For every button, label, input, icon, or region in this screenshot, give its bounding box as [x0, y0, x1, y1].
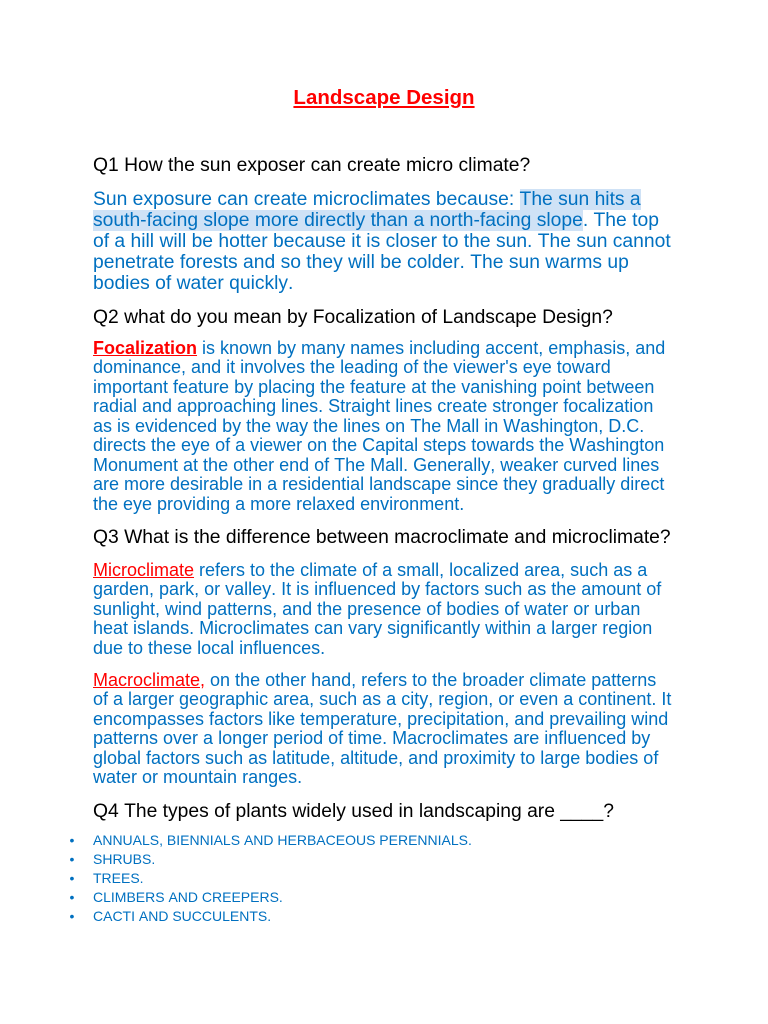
bullet-icon [70, 888, 75, 907]
question-3-heading: Q3 What is the difference between macroclimate and microclimate? [93, 526, 671, 548]
list-item-text: CLIMBERS AND CREEPERS. [93, 889, 283, 905]
macroclimate-term: Macroclimate, [93, 669, 206, 690]
microclimate-paragraph [93, 561, 674, 659]
bullet-icon [70, 869, 75, 888]
question-2-heading: Q2 what do you mean by Focalization of Landscape Design? [93, 306, 613, 328]
macroclimate-text: on the other hand, refers to the broader climate patterns of a larger geographic area, such as a city, region, or even a continent. It encompasses factors like temperature, precipitation, and prevailing wind patterns over a longer period of time. Macroclimates are influenced by global factors such as latitude, altitude, and proximity to large bodies of water or mountain ranges. [93, 669, 672, 787]
list-item-text: ANNUALS, BIENNIALS AND HERBACEOUS PERENNIALS. [93, 832, 472, 848]
bullet-icon [70, 907, 75, 926]
list-item [0, 850, 768, 869]
microclimate-text: refers to the climate of a small, localized area, such as a garden, park, or valley. It is influenced by factors such as the amount of sunlight, wind patterns, and the presence of bodies of water or urban heat islands. Microclimates can vary significantly within a larger region due to these local influences. [93, 559, 662, 658]
answer-2-text: is known by many names including accent, emphasis, and dominance, and it involves the leading of the viewer's eye toward important feature by placing the feature at the vanishing point between radial and approaching lines. Straight lines create stronger focalization as is evidenced by the way the lines on The Mall in Washington, D.C. directs the eye of a viewer on the Capital steps towards the Washington Monument at the other end of The Mall. Generally, weaker curved lines are more desirable in a residential landscape since they gradually direct the eye providing a more relaxed environment. [93, 337, 666, 514]
list-item-text: CACTI AND SUCCULENTS. [93, 908, 272, 924]
list-item [0, 831, 768, 850]
list-item-text: SHRUBS. [93, 851, 156, 867]
answer-1-highlighted-text: The sun hits a south-facing slope more directly than a north-facing slope [93, 189, 641, 231]
question-1-heading: Q1 How the sun exposer can create micro climate? [93, 154, 531, 176]
question-4-heading: Q4 The types of plants widely used in landscaping are ____? [93, 800, 614, 822]
document-title: Landscape Design [293, 86, 475, 109]
bullet-icon [70, 850, 75, 869]
answer-1-text-start: Sun exposure can create microclimates because: [93, 189, 520, 210]
answer-1-paragraph [93, 189, 674, 294]
plant-types-list [0, 831, 768, 926]
bullet-icon [70, 831, 75, 850]
list-item [0, 907, 768, 926]
macroclimate-paragraph [93, 671, 674, 788]
microclimate-term: Microclimate [93, 559, 195, 580]
answer-2-paragraph [93, 339, 674, 515]
focalization-term: Focalization [93, 337, 198, 358]
list-item [0, 888, 768, 907]
list-item-text: TREES. [93, 870, 144, 886]
answer-1-text-end: . The top of a hill will be hotter because it is closer to the sun. The sun cannot penetrate forests and so they will be colder. The sun warms up bodies of water quickly. [93, 210, 671, 294]
list-item [0, 869, 768, 888]
